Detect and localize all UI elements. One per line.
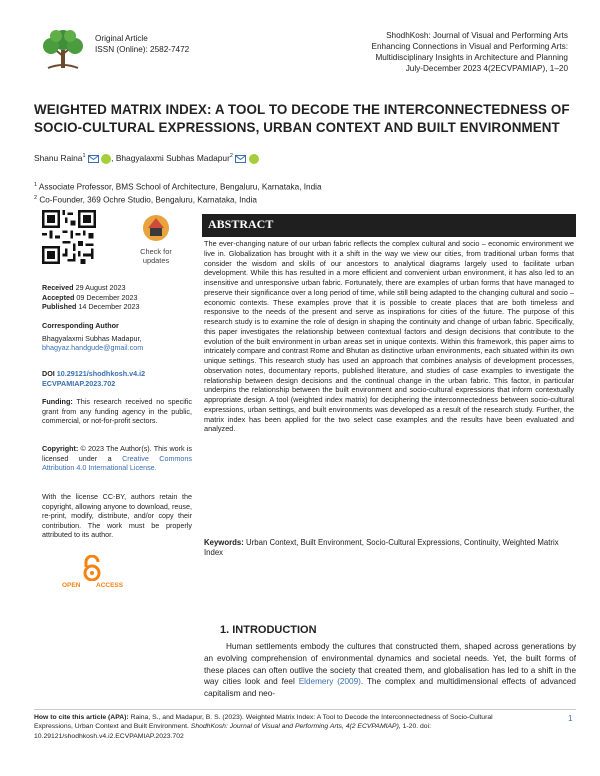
author-name: Bhagyalaxmi Subhas Madapur	[115, 153, 230, 163]
journal-line: Enhancing Connections in Visual and Performing Arts:	[371, 42, 568, 51]
accepted-label: Accepted	[42, 292, 75, 302]
citation-tail: 1-20. doi: 10.29121/shodhkosh.v4.i2.ECVPAMIAP.2023.702	[34, 723, 431, 740]
open-access-right: ACCESS	[96, 582, 124, 589]
section-heading: 1. INTRODUCTION	[220, 624, 317, 636]
email-icon[interactable]	[88, 155, 99, 163]
open-access-lock-icon	[81, 555, 103, 581]
check-for-updates-button[interactable]	[132, 213, 180, 265]
doi-block	[42, 369, 192, 388]
article-title	[34, 101, 574, 137]
abstract-heading: ABSTRACT	[202, 214, 576, 237]
abstract-section	[202, 214, 576, 522]
corresponding-name: Bhagyalaxmi Subhas Madapur,	[42, 333, 142, 343]
copyright-label: Copyright:	[42, 444, 79, 453]
affiliation-text: Co-Founder, 369 Ochre Studio, Bengaluru, Karnataka, India	[39, 195, 257, 205]
journal-line: ShodhKosh: Journal of Visual and Performing Arts	[386, 31, 568, 40]
orcid-icon[interactable]	[249, 154, 259, 164]
affiliation-num: 1	[34, 182, 38, 188]
accepted-date: 09 December 2023	[76, 292, 138, 302]
email-icon[interactable]	[235, 155, 246, 163]
article-type: Original Article	[95, 34, 148, 43]
copyright-text: © 2023 The Author(s). This work is licensed under a	[42, 444, 192, 463]
dates-block	[42, 283, 192, 312]
corresponding-email-link[interactable]: bhagyaz.handgude@gmail.com	[42, 343, 144, 353]
issn: ISSN (Online): 2582-7472	[95, 44, 190, 54]
affiliations	[34, 180, 322, 205]
doi-link[interactable]: 10.29121/shodhkosh.v4.i2	[56, 369, 146, 378]
author-list	[34, 153, 259, 164]
journal-line: July-December 2023 4(2ECVPAMIAP), 1–20	[405, 64, 568, 73]
funding-text: This research received no specific grant from any funding agency in the public, commercial, or not-for-profit sectors.	[42, 397, 192, 426]
author-separator: ,	[111, 153, 116, 163]
keywords	[204, 538, 574, 558]
citation-link[interactable]: Eldemery (2009)	[298, 677, 361, 687]
keywords-text: Urban Context, Built Environment, Socio-Cultural Expressions, Continuity, Weighted Matrix Index	[204, 538, 559, 557]
intro-text: Human settlements embody the cultures that constructed them, shaped across generations by an evolving comprehension of environmental dynamics and societal needs. Yet, the built forms of these places can often outlive the society that created them, and globalisation has led to a shift in the way cities look and feel	[204, 642, 576, 687]
open-access-left: OPEN	[62, 582, 81, 589]
received-label: Received	[42, 283, 74, 292]
author-name: Shanu Raina	[34, 153, 83, 163]
funding-label: Funding:	[42, 397, 73, 406]
qr-code-icon[interactable]	[42, 210, 96, 264]
intro-text-cont: . The complex and multidimensional effects of advanced capitalism and neo-	[204, 677, 576, 699]
keywords-label: Keywords:	[204, 538, 244, 547]
received-date: 29 August 2023	[75, 283, 126, 292]
doi-link-cont[interactable]: ECVPAMIAP.2023.702	[42, 378, 116, 388]
title-line: SOCIO-CULTURAL EXPRESSIONS, URBAN CONTEXT AND BUILT ENVIRONMENT	[34, 120, 560, 135]
author-sup: 2	[229, 153, 233, 160]
affiliation-num: 2	[34, 194, 38, 201]
author-sup: 1	[82, 153, 86, 160]
citation-journal: ShodhKosh: Journal of Visual and Performing Arts, 4(2 ECVPAMIAP),	[190, 723, 401, 731]
license-note: With the license CC-BY, authors retain the copyright, allowing anyone to download, reuse, re-print, modify, distribute, and/or copy their contribution. The work must be properly attributed to its author.	[42, 492, 192, 540]
check-updates-line: updates	[142, 255, 170, 265]
check-updates-line: Check for	[140, 247, 172, 256]
published-label: Published	[42, 302, 77, 312]
article-meta	[95, 34, 189, 55]
citation-footer	[34, 713, 504, 741]
doi-label: DOI	[42, 369, 55, 378]
journal-line: Multidisciplinary Insights in Architecture and Planning	[375, 53, 568, 62]
corresponding-heading: Corresponding Author	[42, 321, 119, 330]
corresponding-author	[42, 321, 192, 353]
intro-paragraph	[204, 641, 576, 700]
orcid-icon[interactable]	[101, 154, 111, 164]
funding-block	[42, 397, 192, 426]
open-access-logo	[62, 555, 122, 595]
citation-label: How to cite this article (APA):	[34, 714, 129, 721]
page-number: 1	[568, 714, 573, 723]
check-updates-icon	[132, 213, 180, 243]
published-date: 14 December 2023	[78, 302, 140, 312]
license-link[interactable]: Creative Commons Attribution 4.0 International License.	[42, 453, 193, 473]
affiliation-text: Associate Professor, BMS School of Architecture, Bengaluru, Karnataka, India	[38, 182, 322, 192]
abstract-text: The ever-changing nature of our urban fabric reflects the complex cultural and socio – economic environment we live in. Globalization has brought with it a shift in the way we view our cities, from traditional urban forms that consider the wisdom and skills of our ancestors to analytical diagrams largely used to facilitate urban development. While this has resulted in a more efficient and convenient urban environment, it has also led to an insensitive and unresponsive urban fabric. Fortunately, there are examples of urban forms that have managed to preserve their significance over a long period of time, while still being adapted to the changing cultural and socio – economic contexts. These examples prove that it is possible to create places that are both timeless and responsive to the needs of the present and serve as inspirations for cities of the future. The purpose of this research study is to examine the role of design in shaping the continuity and change of urban fabric. Specifically, this paper investigates the relationship between contextual factors and design decisions that contribute to the evolution of the built environment in urban areas set in unique contexts. Within this framework, this paper aims to intricately compare and contrast Rome and Bhutan as distinctive urban environments, each situated within its own unique settings. This research study has used an approach that combines analysis of development processes, observation notes, documentary reports, published literature, and studies of case examples to investigate the relationship between design decisions and the continual change in the urban fabric. This factor, in particular underpins the relationship between the built environment and socio-cultural expressions that inform contextually appropriate design. A tool (weighted index matrix) for deciphering the interconnectedness between socio-cultural expressions, urban settings, and built environments was developed as a result of the research study. Further, the matrix index has been applied for the two select case examples and the results have been evaluated and analyzed.	[204, 239, 574, 434]
affiliation	[34, 193, 322, 206]
journal-logo-tree-icon	[38, 26, 88, 74]
footer-divider	[34, 709, 576, 710]
journal-info	[278, 30, 568, 74]
copyright-block	[42, 444, 192, 473]
title-line: WEIGHTED MATRIX INDEX: A TOOL TO DECODE THE INTERCONNECTEDNESS OF	[34, 102, 570, 117]
affiliation	[34, 180, 322, 193]
citation-text: Raina, S., and Madapur, B. S. (2023). Weighted Matrix Index: A Tool to Decode the Interconnectedness of Socio-Cultural Expressions, Urban Context and Built Environment.	[34, 714, 493, 731]
